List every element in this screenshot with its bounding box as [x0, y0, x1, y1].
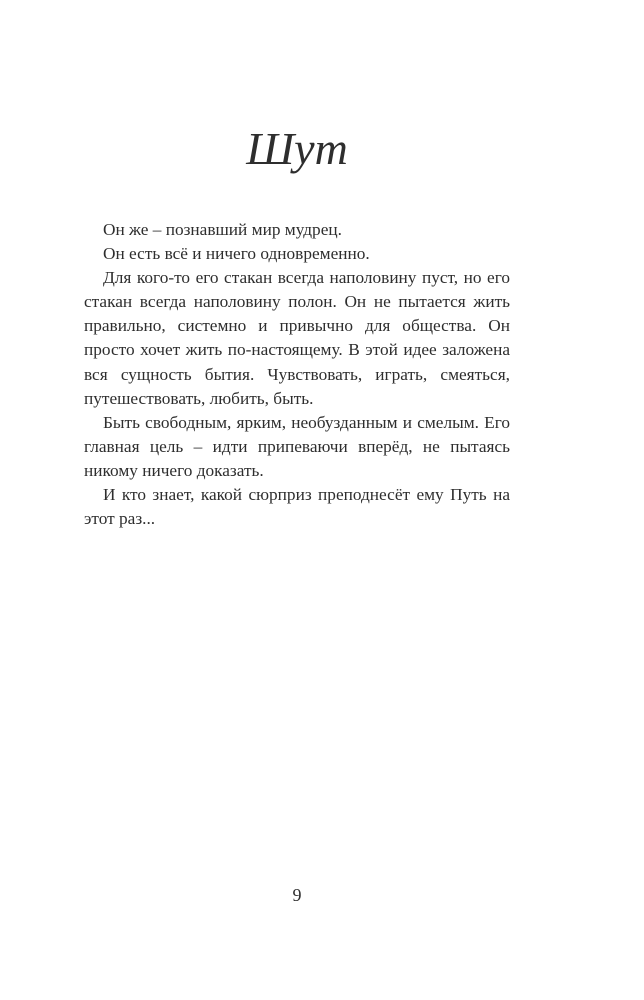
- body-text: [84, 178, 510, 531]
- page-number: 9: [292, 885, 302, 905]
- text-column: [84, 0, 510, 1000]
- paragraph: Быть свободным, ярким, необузданным и смелым. Его главная цель – идти припеваючи вперёд, не пытаясь никому ничего доказать.: [84, 412, 510, 480]
- chapter-title: Шут: [246, 123, 348, 174]
- paragraph: Для кого-то его стакан всегда наполовину пуст, но его стакан всегда наполовину полон. Он не пытается жить правильно, системно и привычно для общества. Он просто хочет жить по-настоящему. В этой идее заложена вся сущность бытия. Чувствовать, играть, смеяться, путешествовать, любить, быть.: [84, 268, 510, 408]
- paragraph: И кто знает, какой сюрприз преподнесёт ему Путь на этот раз...: [84, 485, 510, 529]
- paragraph: Он же – познавший мир мудрец.: [103, 220, 342, 239]
- paragraph: Он есть всё и ничего одновременно.: [103, 244, 370, 264]
